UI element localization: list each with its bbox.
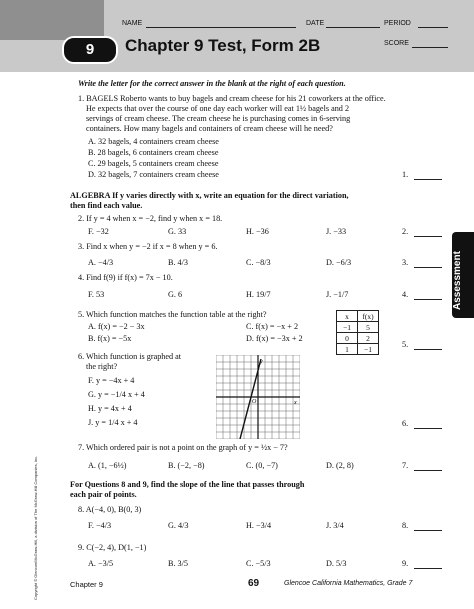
- q1-option-d: D. 32 bagels, 7 containers cream cheese: [88, 170, 219, 179]
- q7-option-b: B. (−2, −8): [168, 461, 205, 470]
- q7-option-d: D. (2, 8): [326, 461, 354, 470]
- footer-chapter: Chapter 9: [70, 580, 103, 589]
- q9-option-c: C. −5/3: [246, 559, 271, 568]
- table-cell: 5: [358, 322, 379, 333]
- q1-line-4: containers. How many bagels and containers of cream cheese will he need?: [86, 124, 333, 133]
- q8-stem: 8. A(−4, 0), B(0, 3): [78, 505, 142, 514]
- footer-book-title: Glencoe California Mathematics, Grade 7: [284, 580, 413, 587]
- q8-answer-blank[interactable]: [414, 530, 442, 531]
- q3-blank-label: 3.: [402, 258, 409, 267]
- q6-option-g: G. y = −1/4 x + 4: [88, 390, 145, 399]
- q4-option-h: H. 19/7: [246, 290, 271, 299]
- q5-blank-label: 5.: [402, 340, 409, 349]
- q8-option-f: F. −4/3: [88, 521, 112, 530]
- q3-option-b: B. 4/3: [168, 258, 189, 267]
- q5-answer-blank[interactable]: [414, 349, 442, 350]
- q9-stem: 9. C(−2, 4), D(1, −1): [78, 543, 147, 552]
- q1-blank-label: 1.: [402, 170, 409, 179]
- period-label: PERIOD: [384, 20, 411, 27]
- q7-option-a: A. (1, −6½): [88, 461, 127, 470]
- q4-option-g: G. 6: [168, 290, 183, 299]
- q2-option-j: J. −33: [326, 227, 347, 236]
- q8-option-j: J. 3/4: [326, 521, 344, 530]
- instructions: Write the letter for the correct answer in the blank at the right of each question.: [78, 79, 346, 88]
- q9-blank-label: 9.: [402, 559, 409, 568]
- table-cell: −1: [337, 322, 358, 333]
- q4-blank-label: 4.: [402, 290, 409, 299]
- date-line: [326, 27, 380, 28]
- q1-option-a: A. 32 bagels, 4 containers cream cheese: [88, 137, 219, 146]
- q89-intro-1: For Questions 8 and 9, find the slope of the line that passes through: [70, 480, 305, 489]
- q7-answer-blank[interactable]: [414, 470, 442, 471]
- q5-option-a: A. f(x) = −2 − 3x: [88, 322, 145, 331]
- q9-option-a: A. −3/5: [88, 559, 114, 568]
- q4-stem: 4. Find f(9) if f(x) = 7x − 10.: [78, 273, 173, 282]
- q2-answer-blank[interactable]: [414, 236, 442, 237]
- q6-option-h: H. y = 4x + 4: [88, 404, 132, 413]
- q5-option-b: B. f(x) = −5x: [88, 334, 132, 343]
- period-line: [418, 27, 448, 28]
- q2-option-f: F. −32: [88, 227, 109, 236]
- q4-option-j: J. −1/7: [326, 290, 349, 299]
- q8-option-g: G. 4/3: [168, 521, 189, 530]
- q4-option-f: F. 53: [88, 290, 105, 299]
- q6-stem-2: the right?: [86, 362, 118, 371]
- q1-line-2: He expects that over the course of one day each worker will eat 1½ bagels and 2: [86, 104, 350, 113]
- q5-option-d: D. f(x) = −3x + 2: [246, 334, 303, 343]
- name-label: NAME: [122, 20, 143, 27]
- q1-line-3: servings of cream cheese. The cream cheese he is purchasing comes in 6-serving: [86, 114, 351, 123]
- q89-intro-2: each pair of points.: [70, 490, 137, 499]
- q8-blank-label: 8.: [402, 521, 409, 530]
- q6-option-j: J. y = 1/4 x + 4: [88, 418, 138, 427]
- q7-stem: 7. Which ordered pair is not a point on the graph of y = ½x − 7?: [78, 443, 288, 452]
- q9-option-d: D. 5/3: [326, 559, 347, 568]
- q3-option-a: A. −4/3: [88, 258, 114, 267]
- table-cell: 2: [358, 333, 379, 344]
- table-cell: 1: [337, 344, 358, 355]
- q6-blank-label: 6.: [402, 419, 409, 428]
- q6-option-f: F. y = −4x + 4: [88, 376, 135, 385]
- q2-option-g: G. 33: [168, 227, 187, 236]
- date-label: DATE: [306, 20, 325, 27]
- q5-option-c: C. f(x) = −x + 2: [246, 322, 299, 331]
- score-label: SCORE: [384, 40, 409, 47]
- q5-stem: 5. Which function matches the function table at the right?: [78, 310, 267, 319]
- algebra-intro-2: then find each value.: [70, 201, 143, 210]
- q9-option-b: B. 3/5: [168, 559, 189, 568]
- header-band-dark: [0, 0, 104, 40]
- q3-option-c: C. −8/3: [246, 258, 271, 267]
- table-header-fx: f(x): [358, 311, 379, 322]
- q2-blank-label: 2.: [402, 227, 409, 236]
- graph-x-label: x: [294, 400, 297, 406]
- q9-answer-blank[interactable]: [414, 568, 442, 569]
- page-number: 69: [248, 578, 260, 589]
- q7-blank-label: 7.: [402, 461, 409, 470]
- q6-answer-blank[interactable]: [414, 428, 442, 429]
- q7-option-c: C. (0, −7): [246, 461, 278, 470]
- table-cell: 0: [337, 333, 358, 344]
- q3-stem: 3. Find x when y = −2 if x = 8 when y = 6.: [78, 242, 218, 251]
- chapter-badge: 9: [62, 36, 118, 64]
- q4-answer-blank[interactable]: [414, 299, 442, 300]
- q8-option-h: H. −3/4: [246, 521, 272, 530]
- score-line: [412, 47, 448, 48]
- q2-option-h: H. −36: [246, 227, 269, 236]
- q1-answer-blank[interactable]: [414, 179, 442, 180]
- q3-option-d: D. −6/3: [326, 258, 352, 267]
- assessment-tab-label: Assessment: [452, 251, 463, 310]
- q3-answer-blank[interactable]: [414, 267, 442, 268]
- algebra-intro-1: ALGEBRA If y varies directly with x, write an equation for the direct variation,: [70, 191, 349, 200]
- q1-line-1: 1. BAGELS Roberto wants to buy bagels and cream cheese for his 21 coworkers at the office.: [78, 94, 386, 103]
- q6-stem-1: 6. Which function is graphed at: [78, 352, 182, 361]
- name-line: [146, 27, 296, 28]
- copyright-notice: Copyright © Glencoe/McGraw-Hill, a division of The McGraw-Hill Companies, Inc.: [33, 455, 38, 600]
- q1-option-b: B. 28 bagels, 6 containers cream cheese: [88, 148, 219, 157]
- graph-origin-label: O: [252, 399, 257, 405]
- page-title: Chapter 9 Test, Form 2B: [125, 36, 321, 55]
- q6-graph: [216, 355, 300, 439]
- table-cell: −1: [358, 344, 379, 355]
- q2-stem: 2. If y = 4 when x = −2, find y when x = 18.: [78, 214, 223, 223]
- table-header-x: x: [337, 311, 358, 322]
- function-table: [336, 310, 379, 355]
- graph-y-label: y: [260, 359, 263, 365]
- q1-option-c: C. 29 bagels, 5 containers cream cheese: [88, 159, 219, 168]
